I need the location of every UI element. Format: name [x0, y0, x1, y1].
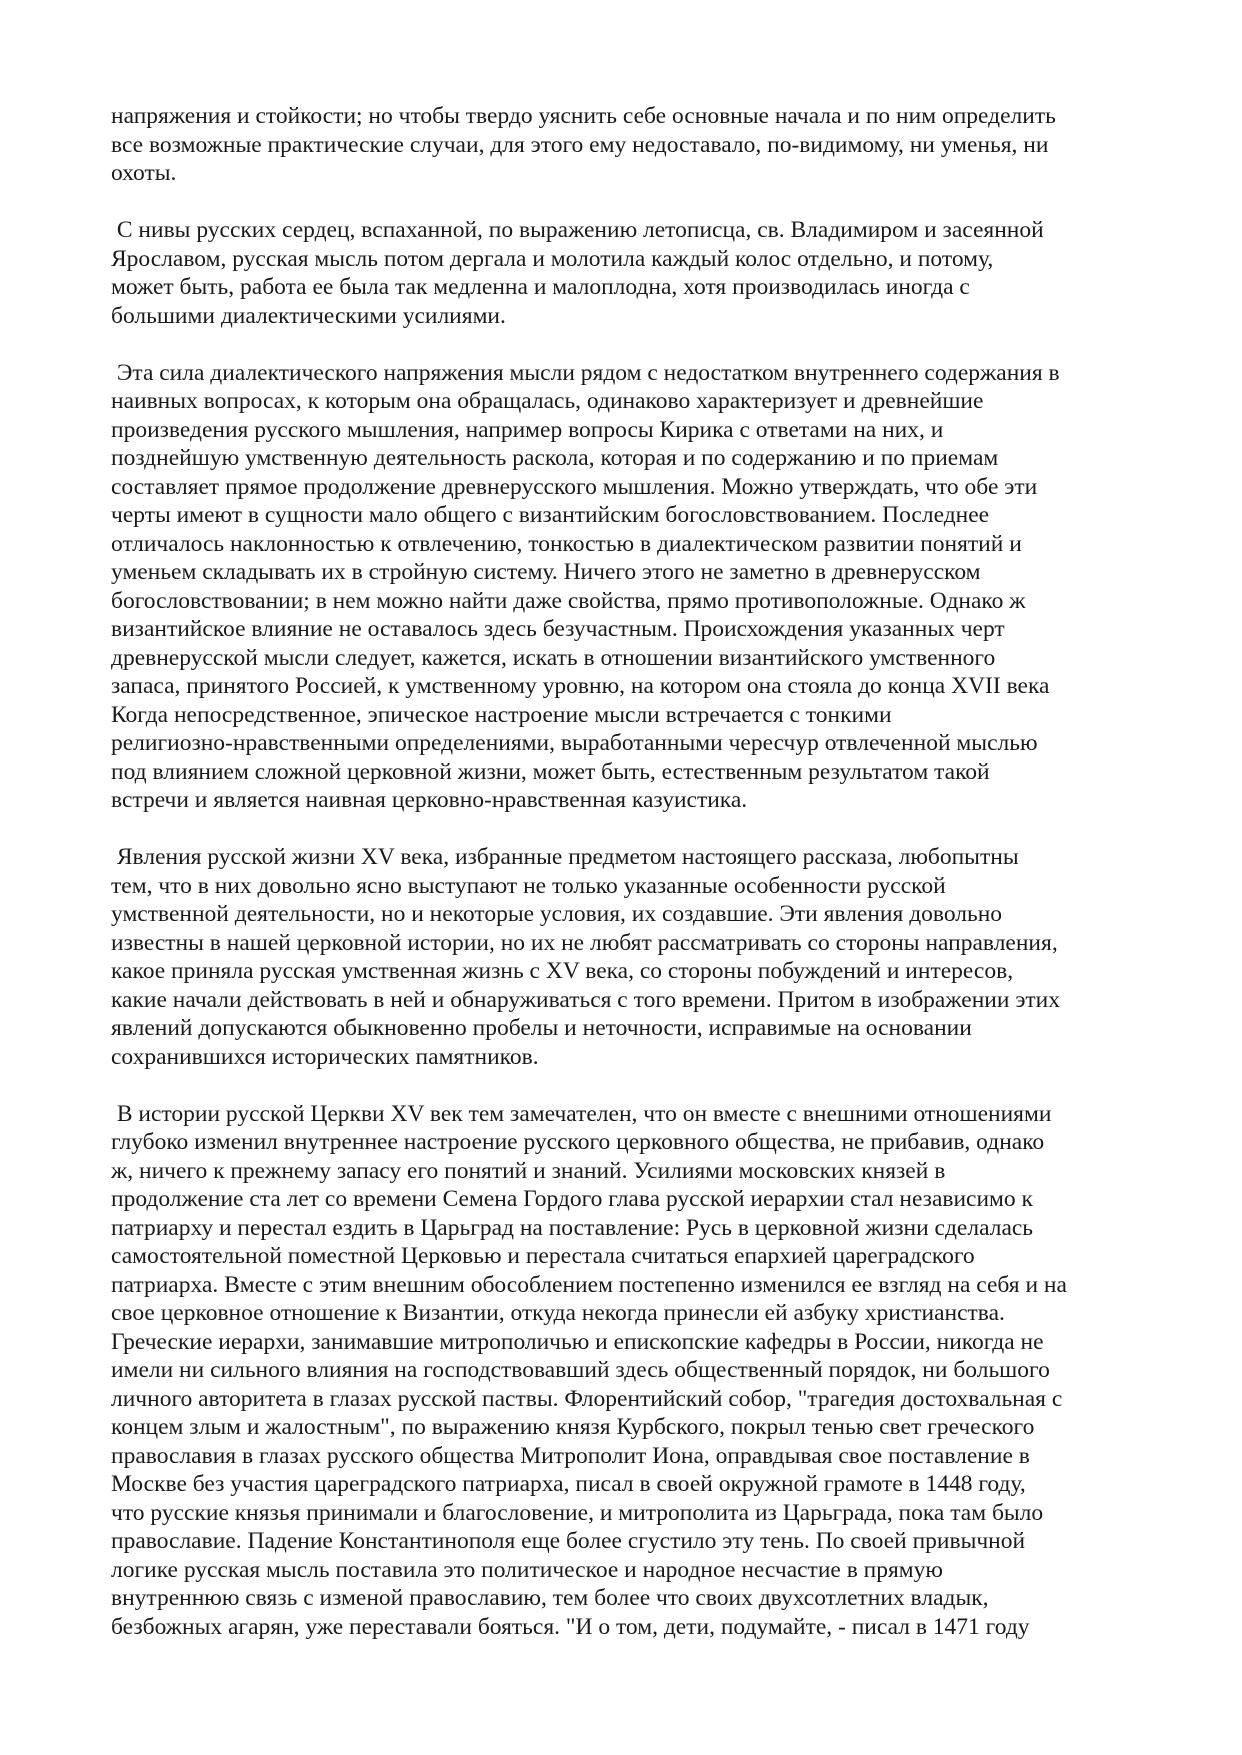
document-page — [111, 102, 1141, 1641]
paragraph-5: В истории русской Церкви XV век тем замечателен, что он вместе с внешними отношениями глубоко изменил внутреннее настроение русского церковного общества, не прибавив, однако ж, ничего к прежнему запасу его понятий и знаний. Усилиями московских князей в продолжение ста лет со времени Семена Гордого глава русской иерархии стал независимо к патриарху и перестал ездить в Царьград на поставление: Русь в церковной жизни сделалась самостоятельной поместной Церковью и перестала считаться епархией цареградского патриарха. Вместе с этим внешним обособлением постепенно изменился ее взгляд на себя и на свое церковное отношение к Византии, откуда некогда принесли ей азбуку христианства. Греческие иерархи, занимавшие митрополичью и епископские кафедры в России, никогда не имели ни сильного влияния на господствовавший здесь общественный порядок, ни большого личного авторитета в глазах русской паствы. Флорентийский собор, "трагедия достохвальная с концем злым и жалостным", по выражению князя Курбского, покрыл тенью свет греческого православия в глазах русского общества Митрополит Иона, оправдывая свое поставление в Москве без участия цареградского патриарха, писал в своей окружной грамоте в 1448 году, что русские князья принимали и благословение, и митрополита из Царьграда, пока там было православие. Падение Константинополя еще более сгустило эту тень. По своей привычной логике русская мысль поставила это политическое и народное несчастие в прямую внутреннюю связь с изменой православию, тем более что своих двухсотлетних владык, безбожных агарян, уже переставали бояться. "И о том, дети, подумайте, - писал в 1471 году — [111, 1100, 1067, 1640]
paragraph-3: Эта сила диалектического напряжения мысли рядом с недостатком внутреннего содержания в наивных вопросах, к которым она обращалась, одинаково характеризует и древнейшие произведения русского мышления, например вопросы Кирика с ответами на них, и позднейшую умственную деятельность раскола, которая и по содержанию и по приемам составляет прямое продолжение древнерусского мышления. Можно утверждать, что обе эти черты имеют в сущности мало общего с византийским богословствованием. Последнее отличалось наклонностью к отвлечению, тонкостью в диалектическом развитии понятий и уменьем складывать их в стройную систему. Ничего этого не заметно в древнерусском богословствовании; в нем можно найти даже свойства, прямо противоположные. Однако ж византийское влияние не оставалось здесь безучастным. Происхождения указанных черт древнерусской мысли следует, кажется, искать в отношении византийского умственного запаса, принятого Россией, к умственному уровню, на котором она стояла до конца XVII века Когда непосредственное, эпическое настроение мысли встречается с тонкими религиозно-нравственными определениями, выработанными чересчур отвлеченной мыслью под влиянием сложной церковной жизни, может быть, естественным результатом такой встречи и является наивная церковно-нравственная казуистика. — [111, 359, 1060, 813]
paragraph-2: С нивы русских сердец, вспаханной, по выражению летописца, св. Владимиром и засеянной Ярославом, русская мысль потом дергала и молотила каждый колос отдельно, и потому, может быть, работа ее была так медленна и малоплодна, хотя производилась иногда с большими диалектическими усилиями. — [111, 217, 1044, 329]
paragraph-1: напряжения и стойкости; но чтобы твердо уяснить себе основные начала и по ним определить все возможные практические случаи, для этого ему недоставало, по-видимому, ни уменья, ни охоты. — [111, 103, 1056, 186]
paragraph-4: Явления русской жизни XV века, избранные предметом настоящего рассказа, любопытны тем, что в них довольно ясно выступают не только указанные особенности русской умственной деятельности, но и некоторые условия, их создавшие. Эти явления довольно известны в нашей церковной истории, но их не любят рассматривать со стороны направления, какое приняла русская умственная жизнь с XV века, со стороны побуждений и интересов, какие начали действовать в ней и обнаруживаться с того времени. Притом в изображении этих явлений допускаются обыкновенно пробелы и неточности, исправимые на основании сохранившихся исторических памятников. — [111, 844, 1061, 1070]
